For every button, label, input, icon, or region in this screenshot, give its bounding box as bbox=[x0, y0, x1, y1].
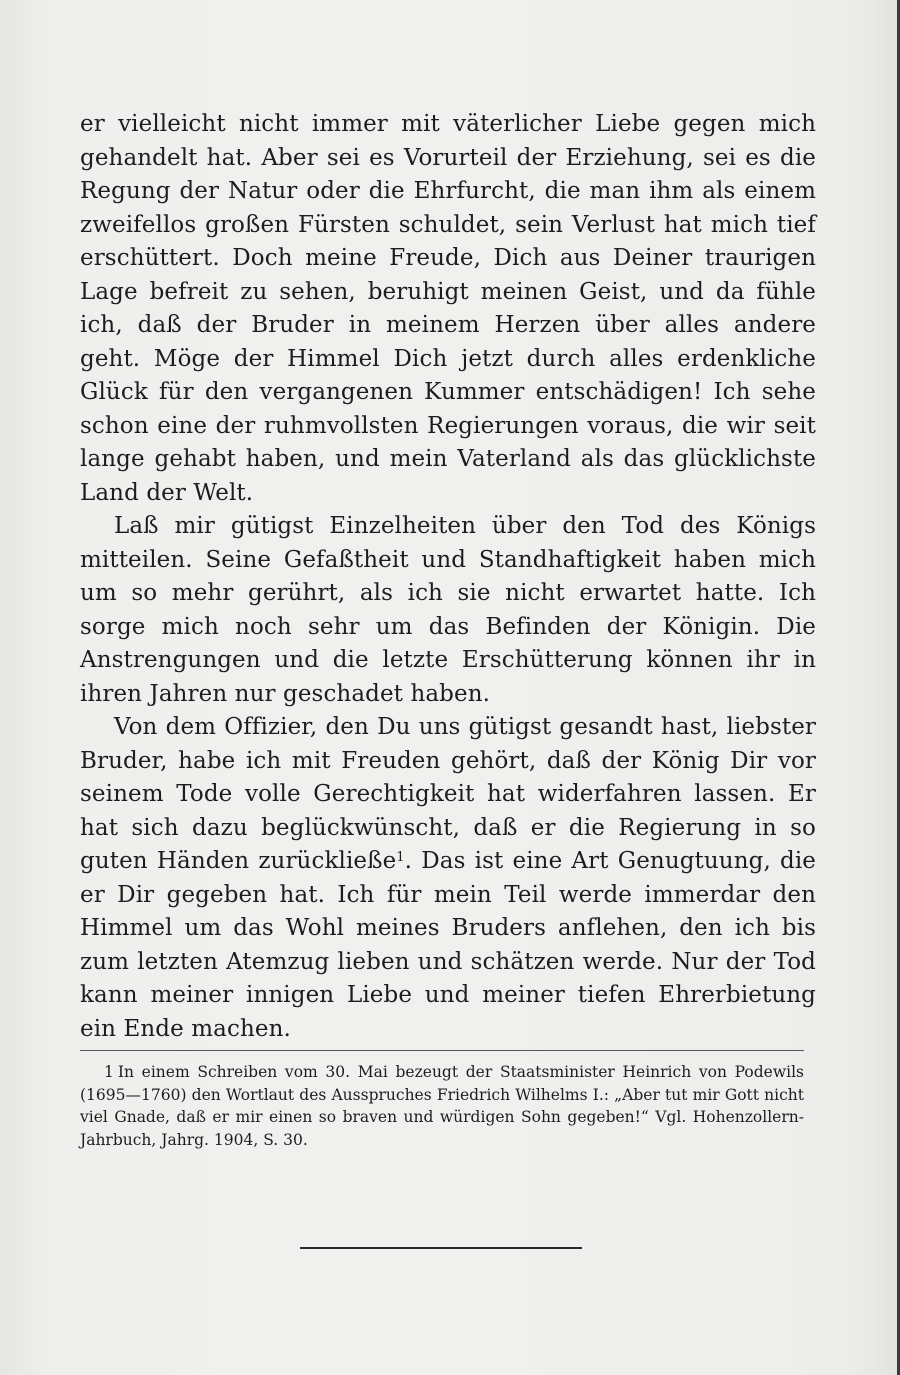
paragraph-1: er vielleicht nicht immer mit väterlicher Liebe gegen mich gehandelt hat. Aber sei es Vorurteil der Erziehung, sei es die Regung der Natur oder die Ehrfurcht, die man ihm als einem zweifellos großen Fürsten schuldet, sein Verlust hat mich tief erschüttert. Doch meine Freude, Dich aus Deiner traurigen Lage befreit zu sehen, beruhigt meinen Geist, und da fühle ich, daß der Bruder in meinem Herzen über alles andere geht. Möge der Himmel Dich jetzt durch alles erdenkliche Glück für den vergangenen Kummer entschädigen! Ich sehe schon eine der ruhmvollsten Regierungen voraus, die wir seit lange gehabt haben, und mein Vaterland als das glücklichste Land der Welt. bbox=[80, 111, 816, 506]
footnote-number: 1 bbox=[104, 1063, 114, 1081]
paragraph-2: Laß mir gütigst Einzelheiten über den Tod des Königs mitteilen. Seine Gefaßtheit und Standhaftigkeit haben mich um so mehr gerührt, als ich sie nicht erwartet hatte. Ich sorge mich noch sehr um das Befinden der Königin. Die Anstrengungen und die letzte Erschütterung können ihr in ihren Jahren nur geschadet haben. bbox=[80, 513, 816, 707]
footnote-divider bbox=[80, 1050, 804, 1051]
main-text bbox=[80, 108, 816, 1046]
paragraph-3-text-start: Von dem Offizier, den Du uns gütigst gesandt hast, liebster Bruder, habe ich mit Freuden gehört, daß der König Dir vor seinem Tode volle Gerechtigkeit hat widerfahren lassen. Er hat sich dazu beglückwünscht, daß er die Regierung in so guten Händen zurückließe bbox=[80, 714, 816, 874]
footnote bbox=[80, 1061, 804, 1151]
paragraph-3 bbox=[80, 711, 816, 1046]
footnote-text: In einem Schreiben vom 30. Mai bezeugt der Staatsminister Heinrich von Podewils (1695—1760) den Wortlaut des Ausspruches Friedrich Wilhelms I.: „Aber tut mir Gott nicht viel Gnade, daß er mir einen so braven und würdigen Sohn gegeben!“ Vgl. Hohenzollern-Jahrbuch, Jahrg. 1904, S. 30. bbox=[80, 1063, 804, 1149]
paragraph-3-text-end: . Das ist eine Art Genugtuung, die er Dir gegeben hat. Ich für mein Teil werde immerdar den Himmel um das Wohl meines Bruders anflehen, den ich bis zum letzten Atemzug lieben und schätzen werde. Nur der Tod kann meiner innigen Liebe und meiner tiefen Ehrerbietung ein Ende machen. bbox=[80, 848, 817, 1042]
end-rule bbox=[300, 1247, 582, 1249]
footnote-reference: 1 bbox=[396, 850, 405, 865]
